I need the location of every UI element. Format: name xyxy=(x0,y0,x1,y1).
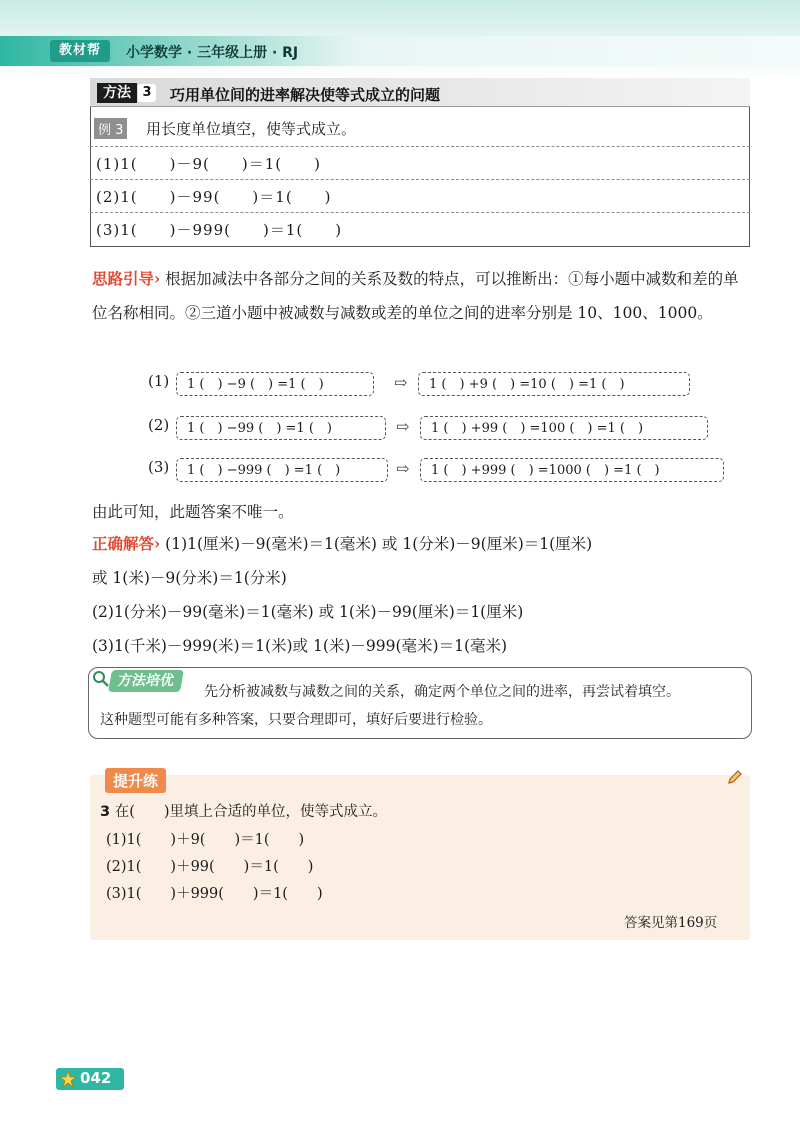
practice-question-3: (3)1( )＋999( )＝1( ) xyxy=(106,886,323,902)
tip-label: 方法培优 xyxy=(108,670,184,692)
answer-reference: 答案见第169页 xyxy=(624,915,718,931)
equation-box-left: 1 ( ) −999 ( ) =1 ( ) xyxy=(176,458,388,482)
divider xyxy=(90,179,750,180)
equation-box-right: 1 ( ) +99 ( ) =100 ( ) =1 ( ) xyxy=(420,416,708,440)
header-band xyxy=(0,36,800,66)
answer-label: 正确解答 xyxy=(92,535,155,553)
answer-line-2: 或 1(米)－9(分米)＝1(分米) xyxy=(92,569,287,587)
arrow-right-icon: ⇨ xyxy=(394,373,408,392)
answer-line-3: (2)1(分米)－99(毫米)＝1(毫米) 或 1(米)－99(厘米)＝1(厘米) xyxy=(92,603,524,621)
method-tag: 方法 xyxy=(97,83,137,103)
book-tag: 教材帮 xyxy=(50,40,110,62)
magnifier-icon xyxy=(92,670,110,688)
row-label: (3) xyxy=(148,458,170,476)
row-label: (1) xyxy=(148,372,170,390)
answer-line-1: 正确解答› (1)1(厘米)－9(毫米)＝1(毫米) 或 1(分米)－9(厘米)＝1(厘米) xyxy=(92,534,593,553)
equation-box-left: 1 ( ) −99 ( ) =1 ( ) xyxy=(176,416,386,440)
practice-label: 提升练 xyxy=(105,768,166,793)
divider xyxy=(90,146,750,147)
pencil-icon xyxy=(726,768,744,786)
arrow-right-icon: ⇨ xyxy=(396,417,410,436)
example-text: 用长度单位填空，使等式成立。 xyxy=(146,120,357,138)
analysis-paragraph: 思路引导› 根据加减法中各部分之间的关系及数的特点，可以推断出：①每小题中减数和差的单位名称相同。②三道小题中被减数与减数或差的单位之间的进率分别是 10、100、1000。 xyxy=(92,269,739,322)
equation-box-left: 1 ( ) −9 ( ) =1 ( ) xyxy=(176,372,374,396)
divider xyxy=(90,212,750,213)
analysis-label: 思路引导 xyxy=(92,270,155,288)
arrow-right-icon: ⇨ xyxy=(396,459,410,478)
method-title: 巧用单位间的进率解决使等式成立的问题 xyxy=(170,86,441,104)
answer-line-4: (3)1(千米)－999(米)＝1(米)或 1(米)－999(毫米)＝1(毫米) xyxy=(92,637,508,655)
example-question-2: (2)1( )－99( )＝1( ) xyxy=(96,188,332,206)
example-question-1: (1)1( )－9( )＝1( ) xyxy=(96,155,321,173)
equation-box-right: 1 ( ) +999 ( ) =1000 ( ) =1 ( ) xyxy=(420,458,724,482)
tip-line-2: 这种题型可能有多种答案，只要合理即可，填好后要进行检验。 xyxy=(100,712,492,728)
example-tag: 例 3 xyxy=(94,118,127,139)
conclusion: 由此可知，此题答案不唯一。 xyxy=(92,503,294,521)
page-number: 042 xyxy=(80,1069,112,1087)
practice-question-2: (2)1( )＋99( )＝1( ) xyxy=(106,859,314,875)
star-icon xyxy=(60,1070,76,1088)
answer-text-1: (1)1(厘米)－9(毫米)＝1(毫米) 或 1(分米)－9(厘米)＝1(厘米) xyxy=(165,535,593,553)
tip-line-1: 先分析被减数与减数之间的关系，确定两个单位之间的进率，再尝试着填空。 xyxy=(204,684,680,700)
practice-number: 3 xyxy=(100,804,111,820)
analysis-text: 根据加减法中各部分之间的关系及数的特点，可以推断出：①每小题中减数和差的单位名称相同。②三道小题中被减数与减数或差的单位之间的进率分别是 10、100、1000。 xyxy=(92,270,739,322)
method-number: 3 xyxy=(138,84,156,102)
practice-prompt-text: 在( )里填上合适的单位，使等式成立。 xyxy=(114,804,388,820)
example-question-3: (3)1( )－999( )＝1( ) xyxy=(96,221,343,239)
book-title: 小学数学 · 三年级上册 · RJ xyxy=(126,45,299,61)
row-label: (2) xyxy=(148,416,170,434)
equation-box-right: 1 ( ) +9 ( ) =10 ( ) =1 ( ) xyxy=(418,372,690,396)
practice-prompt xyxy=(100,800,387,821)
practice-question-1: (1)1( )＋9( )＝1( ) xyxy=(106,832,305,848)
